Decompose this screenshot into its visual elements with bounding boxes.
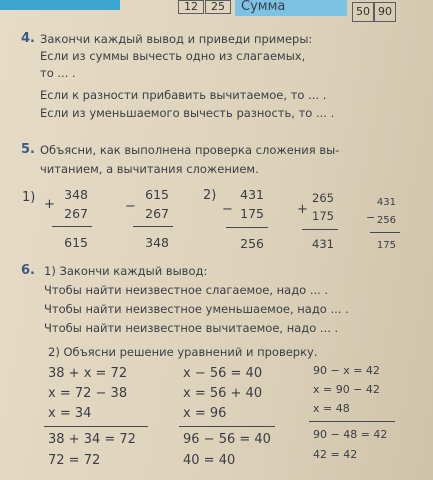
eq2-line-3: x = 96 xyxy=(183,406,227,421)
task5-line-2: читанием, а вычитания сложением. xyxy=(40,162,259,176)
eq1-check-1: 38 + 34 = 72 xyxy=(48,432,136,447)
calc4-result: 431 xyxy=(312,237,334,251)
calc2-rule xyxy=(133,226,173,227)
eq1-line-3: x = 34 xyxy=(48,406,92,421)
task4-line-2: Если из суммы вычесть одно из слагаемых, xyxy=(40,49,306,63)
calc2-a: 615 xyxy=(145,187,169,202)
task4-line-4: Если к разности прибавить вычитаемое, то ... . xyxy=(40,88,327,102)
task4-line-1: Закончи каждый вывод и приведи примеры: xyxy=(40,32,313,46)
eq1-rule xyxy=(44,426,148,427)
calc4-rule xyxy=(302,229,338,230)
eq2-check-1: 96 − 56 = 40 xyxy=(183,432,271,447)
eq3-check-2: 42 = 42 xyxy=(313,448,358,461)
top-table-strip xyxy=(0,0,433,22)
task6-number: 6. xyxy=(21,263,35,278)
task4-number: 4. xyxy=(21,31,35,46)
task4-line-3: то ... . xyxy=(40,66,76,80)
calc5-result: 175 xyxy=(376,240,396,251)
example-2-label: 2) xyxy=(203,188,217,203)
calc1-result: 615 xyxy=(64,235,88,250)
eq3-line-3: x = 48 xyxy=(313,402,350,415)
minus-sign: − xyxy=(125,199,136,214)
top-cell-90: 90 xyxy=(374,2,396,22)
task6-line-3: Чтобы найти неизвестное вычитаемое, надо ... . xyxy=(44,321,339,335)
calc5-a: 431 xyxy=(376,197,396,208)
calc3-a: 431 xyxy=(240,187,264,202)
task5-line-1: Объясни, как выполнена проверка сложения вы- xyxy=(40,143,340,157)
eq1-check-2: 72 = 72 xyxy=(48,453,101,468)
top-blue-block xyxy=(0,0,120,10)
task6-sub2: 2) Объясни решение уравнений и проверку. xyxy=(48,345,318,359)
task4-line-5: Если из уменьшаемого вычесть разность, то ... . xyxy=(40,106,335,120)
calc1-b: 267 xyxy=(64,206,88,221)
top-cell-25: 25 xyxy=(205,0,231,14)
calc1-a: 348 xyxy=(64,187,88,202)
calc3-b: 175 xyxy=(240,206,264,221)
top-cell-50: 50 xyxy=(352,2,374,22)
eq3-check-1: 90 − 48 = 42 xyxy=(313,428,388,441)
calc4-b: 175 xyxy=(312,209,334,223)
minus-sign: − xyxy=(222,202,233,217)
eq3-line-2: x = 90 − 42 xyxy=(313,383,380,396)
eq3-line-1: 90 − x = 42 xyxy=(313,364,380,377)
plus-sign: + xyxy=(44,197,55,212)
eq2-rule xyxy=(179,426,275,427)
task6-sub1: 1) Закончи каждый вывод: xyxy=(44,264,208,278)
calc2-b: 267 xyxy=(145,206,169,221)
task6-line-2: Чтобы найти неизвестное уменьшаемое, надо ... . xyxy=(44,302,349,316)
calc5-rule xyxy=(370,232,400,233)
eq2-line-1: x − 56 = 40 xyxy=(183,366,263,381)
eq2-check-2: 40 = 40 xyxy=(183,453,236,468)
top-cell-12: 12 xyxy=(178,0,204,14)
minus-sign: − xyxy=(366,211,376,224)
plus-sign: + xyxy=(297,202,308,217)
summa-header: Сумма xyxy=(235,0,347,16)
calc1-rule xyxy=(52,226,92,227)
task6-line-1: Чтобы найти неизвестное слагаемое, надо ... . xyxy=(44,283,329,297)
eq1-line-1: 38 + x = 72 xyxy=(48,366,128,381)
calc2-result: 348 xyxy=(145,235,169,250)
calc4-a: 265 xyxy=(312,191,334,205)
eq3-rule xyxy=(309,421,395,422)
eq2-line-2: x = 56 + 40 xyxy=(183,386,263,401)
task5-number: 5. xyxy=(21,142,35,157)
calc3-rule xyxy=(226,227,268,228)
example-1-label: 1) xyxy=(22,190,36,205)
calc5-b: 256 xyxy=(376,215,396,226)
calc3-result: 256 xyxy=(240,236,264,251)
eq1-line-2: x = 72 − 38 xyxy=(48,386,128,401)
